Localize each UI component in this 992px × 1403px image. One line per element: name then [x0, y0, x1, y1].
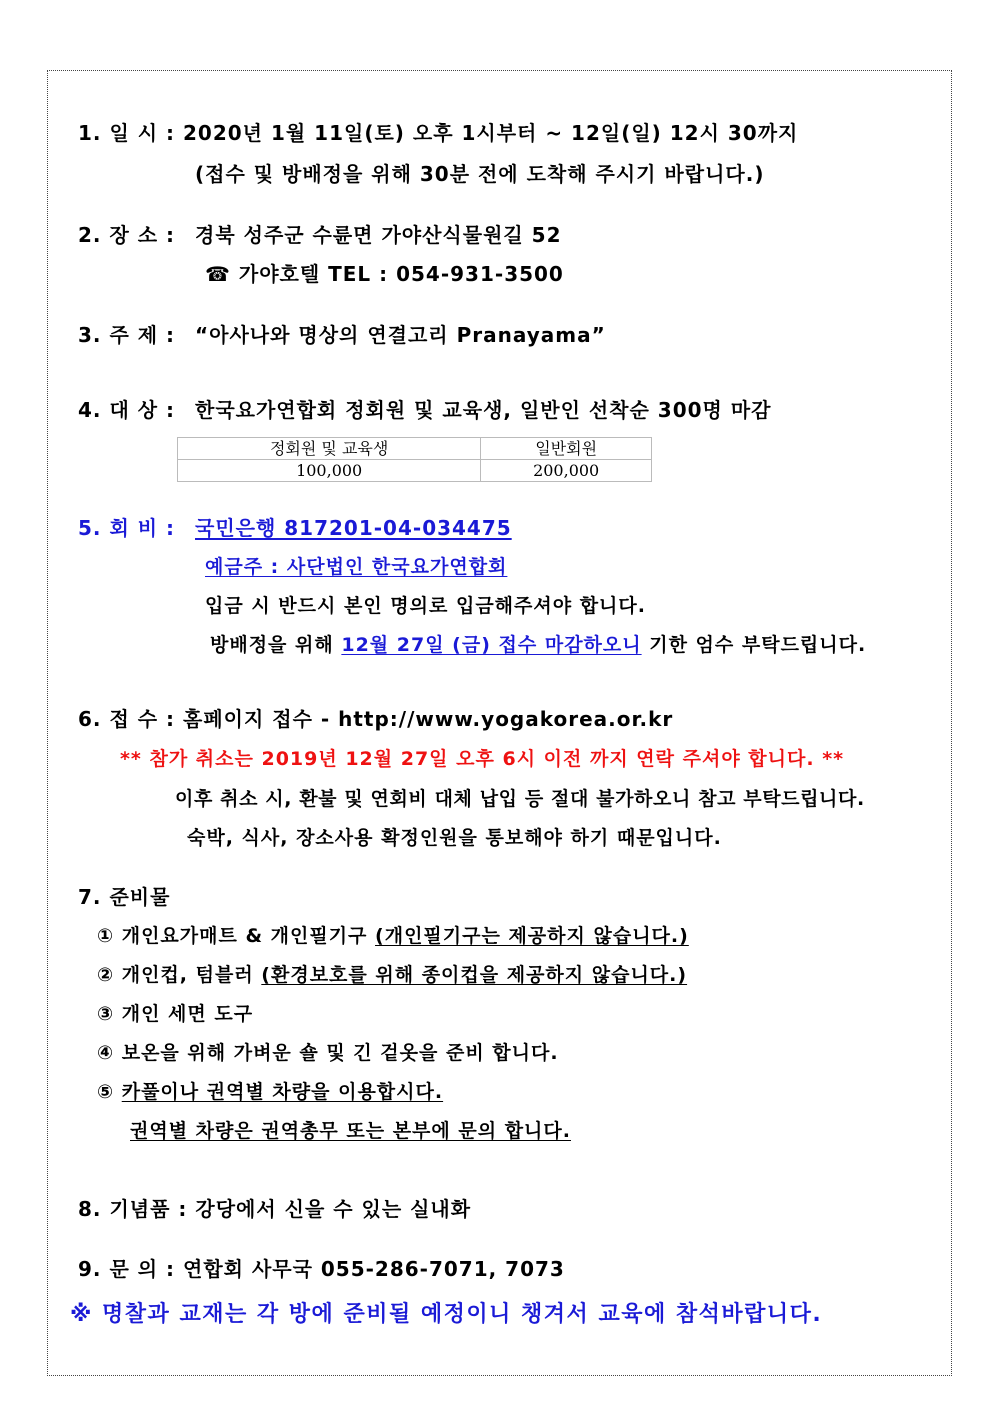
item-date-value: 2020년 1월 11일(토) 오후 1시부터 ~ 12일(일) 12시 30까지 — [183, 121, 799, 145]
item-fee — [78, 515, 512, 541]
fee-header-member: 정회원 및 교육생 — [178, 438, 481, 460]
cancel-notice: ** 참가 취소는 2019년 12월 27일 오후 6시 이전 까지 연락 주셔야 합니다. ** — [120, 748, 845, 770]
fee-note-1: 입금 시 반드시 본인 명의로 입금해주셔야 합니다. — [205, 595, 646, 617]
item-inquiry-label: 9. 문 의 : — [78, 1257, 176, 1281]
footer-notice: ※ 명찰과 교재는 각 방에 준비될 예정이니 챙겨서 교육에 참석바랍니다. — [70, 1302, 823, 1327]
item-place-label: 2. 장 소 : — [78, 223, 176, 247]
item-place-phone: ☎ 가야호텔 TEL : 054-931-3500 — [205, 262, 564, 286]
item-inquiry-value: 연합회 사무국 055-286-7071, 7073 — [183, 1257, 565, 1281]
supplies-note-5: 카풀이나 권역별 차량을 이용합시다. — [121, 1081, 444, 1103]
item-place-address: 경북 성주군 수륜면 가야산식물원길 52 — [195, 223, 562, 247]
supplies-item-4 — [97, 1040, 559, 1066]
supplies-num-2: ② — [97, 964, 115, 986]
item-registration — [78, 706, 673, 732]
supplies-item-5 — [97, 1079, 443, 1105]
fee-note-2-post: 기한 엄수 부탁드립니다. — [641, 634, 867, 656]
item-date-label: 1. 일 시 : — [78, 121, 176, 145]
item-inquiry — [78, 1256, 565, 1282]
supplies-item-3 — [97, 1001, 253, 1027]
fee-note-2 — [210, 632, 866, 658]
item-theme-label: 3. 주 제 : — [78, 323, 176, 347]
item-target-value: 한국요가연합회 정회원 및 교육생, 일반인 선착순 300명 마감 — [195, 398, 772, 422]
fee-deadline: 12월 27일 (금) 접수 마감하오니 — [341, 634, 642, 656]
supplies-note-2: (환경보호를 위해 종이컵을 제공하지 않습니다.) — [261, 964, 688, 986]
item-souvenir-value: 강당에서 신을 수 있는 실내화 — [195, 1197, 472, 1221]
bank-account: 국민은행 817201-04-034475 — [195, 516, 512, 540]
item-registration-label: 6. 접 수 : — [78, 707, 176, 731]
item-fee-label: 5. 회 비 : — [78, 516, 176, 540]
item-supplies-label: 7. 준비물 — [78, 885, 171, 909]
fee-table — [177, 437, 652, 482]
item-target-label: 4. 대 상 : — [78, 398, 176, 422]
cancel-after-1: 이후 취소 시, 환불 및 연회비 대체 납입 등 절대 불가하오니 참고 부탁드립니다. — [175, 788, 865, 810]
item-theme — [78, 322, 606, 348]
supplies-text-2: 개인컵, 텀블러 — [121, 964, 262, 986]
item-target — [78, 397, 771, 423]
fee-table-header — [178, 438, 652, 460]
supplies-num-5: ⑤ — [97, 1081, 115, 1103]
supplies-num-3: ③ — [97, 1003, 115, 1025]
fee-value-member: 100,000 — [178, 460, 481, 482]
fee-table-row — [178, 460, 652, 482]
item-date — [78, 120, 798, 146]
supplies-text-4: 보온을 위해 가벼운 숄 및 긴 겉옷을 준비 합니다. — [121, 1042, 559, 1064]
item-theme-value: “아사나와 명상의 연결고리 Pranayama” — [195, 323, 606, 347]
supplies-extra: 권역별 차량은 권역총무 또는 본부에 문의 합니다. — [130, 1120, 571, 1142]
supplies-note-1: (개인필기구는 제공하지 않습니다.) — [375, 925, 689, 947]
item-place — [78, 222, 562, 248]
fee-header-general: 일반회원 — [481, 438, 652, 460]
supplies-num-1: ① — [97, 925, 115, 947]
account-holder: 예금주 : 사단법인 한국요가연합회 — [205, 556, 508, 578]
item-souvenir-label: 8. 기념품 : — [78, 1197, 188, 1221]
fee-value-general: 200,000 — [481, 460, 652, 482]
item-souvenir — [78, 1196, 471, 1222]
cancel-after-2: 숙박, 식사, 장소사용 확정인원을 통보해야 하기 때문입니다. — [187, 827, 722, 849]
supplies-num-4: ④ — [97, 1042, 115, 1064]
item-date-note: (접수 및 방배정을 위해 30분 전에 도착해 주시기 바랍니다.) — [195, 162, 765, 186]
supplies-item-2 — [97, 962, 687, 988]
item-registration-value: 홈페이지 접수 - http://www.yogakorea.or.kr — [183, 707, 674, 731]
supplies-item-1 — [97, 923, 689, 949]
fee-note-2-pre: 방배정을 위해 — [210, 634, 342, 656]
supplies-text-3: 개인 세면 도구 — [121, 1003, 254, 1025]
supplies-text-1: 개인요가매트 & 개인필기구 — [121, 925, 376, 947]
